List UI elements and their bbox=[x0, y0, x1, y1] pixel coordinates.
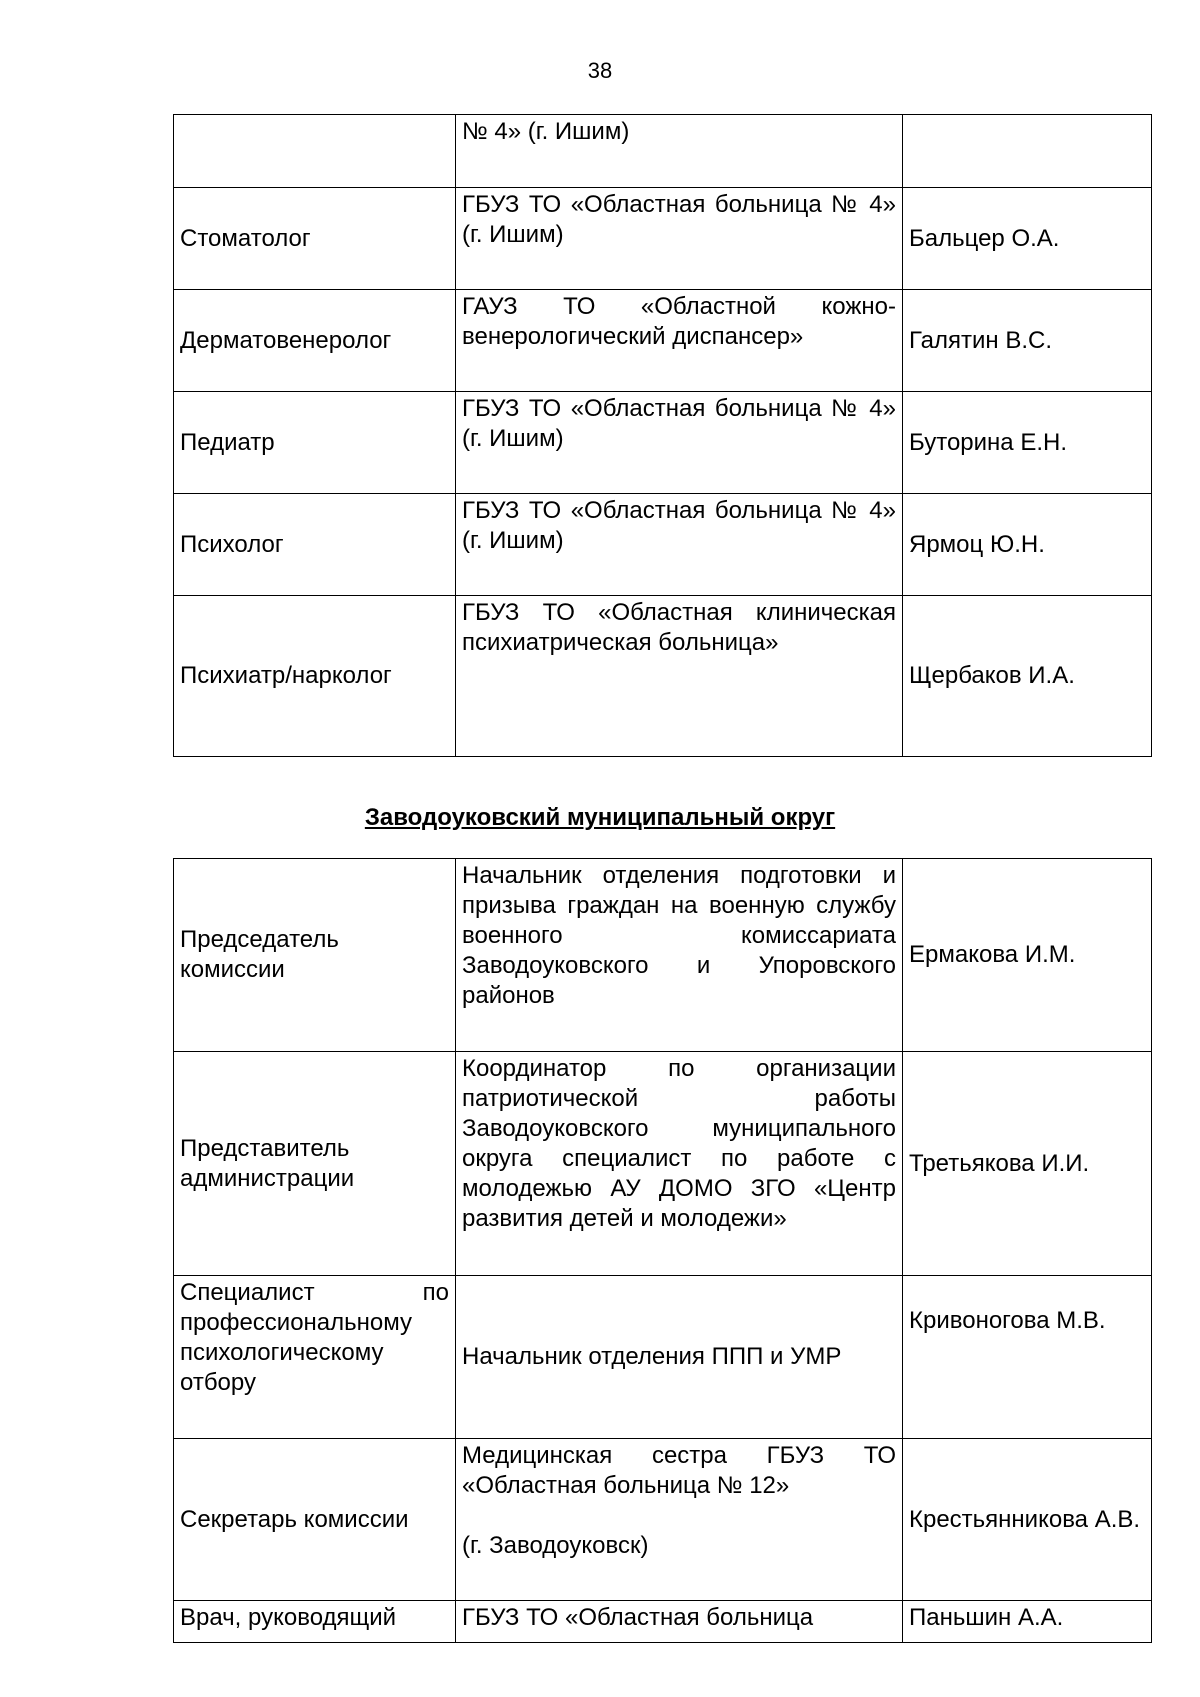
name-cell: Ермакова И.М. bbox=[903, 859, 1152, 1052]
name-cell: Третьякова И.И. bbox=[903, 1052, 1152, 1276]
table-row bbox=[174, 392, 1152, 494]
organization-cell: ГБУЗ ТО «Областная клиническая психиатрическая больница» bbox=[456, 596, 903, 757]
role-cell: Психолог bbox=[174, 494, 456, 596]
name-cell: Паньшин А.А. bbox=[903, 1601, 1152, 1643]
table-row bbox=[174, 494, 1152, 596]
specialists-table-continued bbox=[173, 114, 1152, 757]
commission-table bbox=[173, 858, 1152, 1643]
role-cell: Психиатр/нарколог bbox=[174, 596, 456, 757]
table-row bbox=[174, 859, 1152, 1052]
role-cell: Представитель администрации bbox=[174, 1052, 456, 1276]
name-cell: Ярмоц Ю.Н. bbox=[903, 494, 1152, 596]
organization-cell: Начальник отделения подготовки и призыва граждан на военную службу военного комиссариата Заводоуковского и Упоровского районов bbox=[456, 859, 903, 1052]
organization-cell: № 4» (г. Ишим) bbox=[456, 115, 903, 188]
name-cell: Крестьянникова А.В. bbox=[903, 1439, 1152, 1601]
role-cell: Секретарь комиссии bbox=[174, 1439, 456, 1601]
organization-cell: ГБУЗ ТО «Областная больница № 4» (г. Ишим) bbox=[456, 392, 903, 494]
role-cell: Стоматолог bbox=[174, 188, 456, 290]
table-row bbox=[174, 1439, 1152, 1601]
organization-cell: Начальник отделения ППП и УМР bbox=[456, 1276, 903, 1439]
table-row bbox=[174, 1601, 1152, 1643]
organization-cell bbox=[456, 1439, 903, 1601]
section-title: Заводоуковский муниципальный округ bbox=[364, 804, 836, 831]
name-cell bbox=[903, 115, 1152, 188]
organization-cell: ГБУЗ ТО «Областная больница bbox=[456, 1601, 903, 1643]
role-cell: Председатель комиссии bbox=[174, 859, 456, 1052]
table-row bbox=[174, 188, 1152, 290]
organization-cell: ГБУЗ ТО «Областная больница № 4» (г. Ишим) bbox=[456, 188, 903, 290]
name-cell: Бальцер О.А. bbox=[903, 188, 1152, 290]
role-cell: Дерматовенеролог bbox=[174, 290, 456, 392]
table-row bbox=[174, 596, 1152, 757]
name-cell: Щербаков И.А. bbox=[903, 596, 1152, 757]
table-row bbox=[174, 290, 1152, 392]
table-row bbox=[174, 115, 1152, 188]
page-number: 38 bbox=[587, 58, 613, 83]
table-row bbox=[174, 1276, 1152, 1439]
table-row bbox=[174, 1052, 1152, 1276]
name-cell: Кривоногова М.В. bbox=[903, 1276, 1152, 1439]
organization-line: (г. Заводоуковск) bbox=[462, 1532, 649, 1559]
name-cell: Буторина Е.Н. bbox=[903, 392, 1152, 494]
role-cell bbox=[174, 115, 456, 188]
name-cell: Галятин В.С. bbox=[903, 290, 1152, 392]
role-cell: Специалист по профессиональному психологическому отбору bbox=[174, 1276, 456, 1439]
organization-cell: ГБУЗ ТО «Областная больница № 4» (г. Ишим) bbox=[456, 494, 903, 596]
role-cell: Врач, руководящий bbox=[174, 1601, 456, 1643]
organization-line: Медицинская сестра ГБУЗ ТО «Областная больница № 12» bbox=[462, 1442, 896, 1499]
organization-cell: ГАУЗ ТО «Областной кожно-венерологический диспансер» bbox=[456, 290, 903, 392]
role-cell: Педиатр bbox=[174, 392, 456, 494]
organization-cell: Координатор по организации патриотической работы Заводоуковского муниципального округа специалист по работе с молодежью АУ ДОМО ЗГО «Центр развития детей и молодежи» bbox=[456, 1052, 903, 1276]
